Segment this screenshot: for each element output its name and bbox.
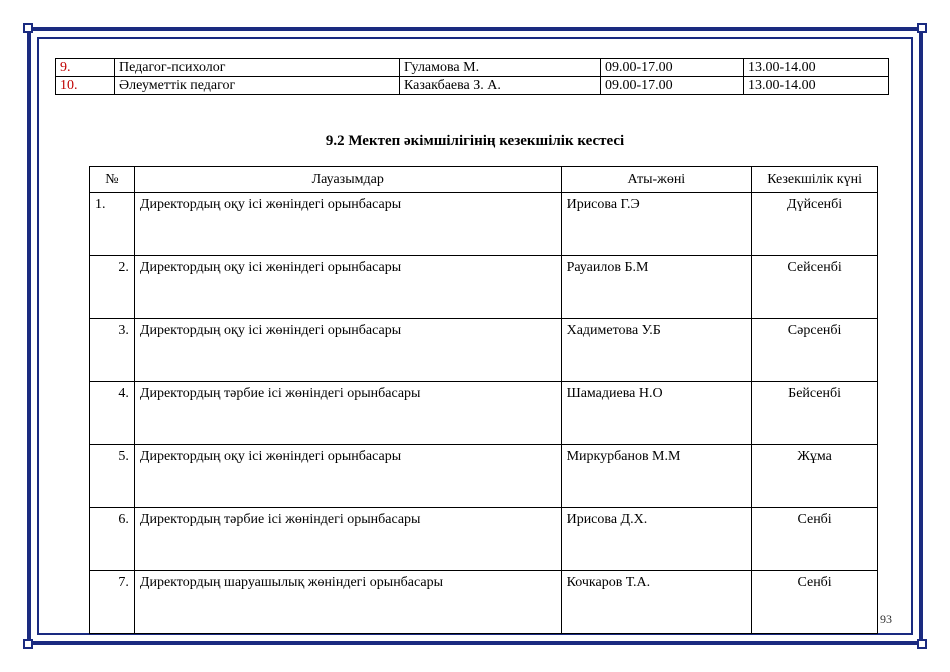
row-number: 6. <box>90 508 135 571</box>
header-duty-day: Кезекшілік күні <box>752 167 878 193</box>
table-row <box>90 256 878 319</box>
position-cell: Директордың шаруашылық жөніндегі орынбасары <box>134 571 561 634</box>
duty-day-cell: Сенбі <box>752 508 878 571</box>
name-cell: Гуламова М. <box>400 59 601 77</box>
page-number: 93 <box>880 612 892 626</box>
position-cell: Әлеуметтік педагог <box>115 77 400 95</box>
duty-day-cell: Сәрсенбі <box>752 319 878 382</box>
row-number: 10. <box>56 77 115 95</box>
header-name: Аты-жөні <box>561 167 752 193</box>
work-time-cell: 09.00-17.00 <box>601 77 744 95</box>
row-number: 4. <box>90 382 135 445</box>
name-cell: Ирисова Д.Х. <box>561 508 752 571</box>
name-cell: Казакбаева З. А. <box>400 77 601 95</box>
table-row <box>56 77 889 95</box>
row-number: 1. <box>90 193 135 256</box>
name-cell: Шамадиева Н.О <box>561 382 752 445</box>
frame-corner-ornament <box>917 23 927 33</box>
name-cell: Рауаилов Б.М <box>561 256 752 319</box>
duty-day-cell: Бейсенбі <box>752 382 878 445</box>
row-number: 3. <box>90 319 135 382</box>
staff-schedule-table <box>55 58 889 95</box>
position-cell: Педагог-психолог <box>115 59 400 77</box>
break-time-cell: 13.00-14.00 <box>744 77 889 95</box>
break-time-cell: 13.00-14.00 <box>744 59 889 77</box>
duty-day-cell: Жұма <box>752 445 878 508</box>
table-header-row <box>90 167 878 193</box>
frame-corner-ornament <box>23 639 33 649</box>
position-cell: Директордың оқу ісі жөніндегі орынбасары <box>134 256 561 319</box>
name-cell: Ирисова Г.Э <box>561 193 752 256</box>
header-number: № <box>90 167 135 193</box>
position-cell: Директордың оқу ісі жөніндегі орынбасары <box>134 193 561 256</box>
name-cell: Кочкаров Т.А. <box>561 571 752 634</box>
table-row <box>90 382 878 445</box>
duty-day-cell: Сейсенбі <box>752 256 878 319</box>
frame-corner-ornament <box>23 23 33 33</box>
table-row <box>90 445 878 508</box>
position-cell: Директордың оқу ісі жөніндегі орынбасары <box>134 319 561 382</box>
frame-corner-ornament <box>917 639 927 649</box>
duty-schedule-table <box>89 166 878 634</box>
position-cell: Директордың тәрбие ісі жөніндегі орынбасары <box>134 382 561 445</box>
position-cell: Директордың оқу ісі жөніндегі орынбасары <box>134 445 561 508</box>
row-number: 2. <box>90 256 135 319</box>
row-number: 5. <box>90 445 135 508</box>
table-row <box>56 59 889 77</box>
row-number: 9. <box>56 59 115 77</box>
section-title: 9.2 Мектеп әкімшілігінің кезекшілік кестесі <box>325 133 625 149</box>
duty-day-cell: Дүйсенбі <box>752 193 878 256</box>
table-row <box>90 319 878 382</box>
header-position: Лауазымдар <box>134 167 561 193</box>
table-row <box>90 508 878 571</box>
position-cell: Директордың тәрбие ісі жөніндегі орынбасары <box>134 508 561 571</box>
work-time-cell: 09.00-17.00 <box>601 59 744 77</box>
table-row <box>90 193 878 256</box>
table-row <box>90 571 878 634</box>
name-cell: Хадиметова У.Б <box>561 319 752 382</box>
row-number: 7. <box>90 571 135 634</box>
duty-day-cell: Сенбі <box>752 571 878 634</box>
name-cell: Миркурбанов М.М <box>561 445 752 508</box>
